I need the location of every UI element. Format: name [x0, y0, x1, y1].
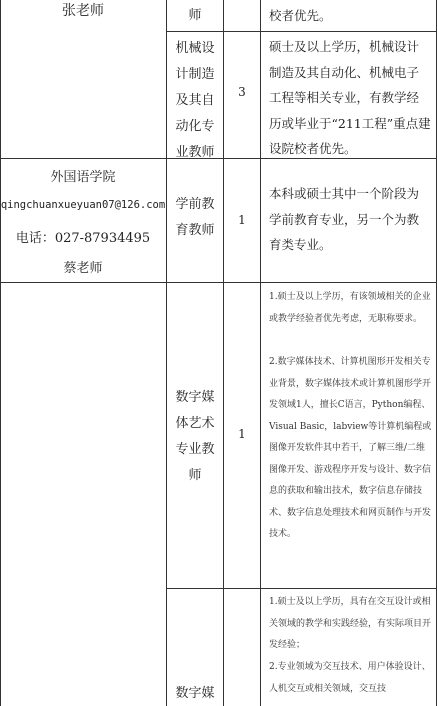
requirement-item: 1.硕士及以上学历，具有在交互设计或相关领域的教学和实践经验，有实际项目开发经验；	[269, 597, 432, 650]
column-divider-2	[223, 0, 224, 706]
row-divider	[166, 588, 437, 589]
requirement-cell: 硕士及以上学历，机械设计制造及其自动化、机械电子工程等相关专业，有教学经历或毕业于“211工程”重点建设院校者优先。	[269, 39, 431, 156]
contact-person: 蔡老师	[63, 261, 103, 276]
position-cell: 学前教育教师	[175, 197, 215, 238]
row-divider	[166, 31, 437, 32]
requirement-cell: 本科或硕士其中一个阶段为学前教育专业，另一个为教育类专业。	[269, 186, 420, 252]
count-cell: 3	[238, 85, 246, 99]
position-cell: 数字媒体艺术专业教师	[175, 390, 215, 483]
position-cell: 师	[188, 8, 202, 23]
row-divider	[0, 282, 437, 283]
contact-person: 张老师	[62, 3, 104, 19]
table-border-left	[0, 0, 1, 706]
contact-phone: 电话：027-87934495	[15, 231, 151, 246]
requirement-item: 2.数字媒体技术、计算机图形开发相关专业背景，数字媒体技术或计算机图形学开发领域1人，擅长C语言，Python编程、Visual Basic，labview等计算机编程或图像开发软件其中若干，了解三维/二维图像开发、游戏程序开发与设计、数字信息的获取和输出技术，数字信息存储技术、数字信息处理技术和网页制作与开发技术。	[269, 357, 432, 539]
requirement-item: 2.专业领域为交互技术、用户体验设计、人机交互或相关领域，交互技	[269, 662, 431, 694]
requirement-cell: 校者优先。	[269, 8, 332, 23]
position-cell: 数字媒	[175, 686, 215, 701]
contact-email[interactable]: qingchuanxueyuan07@126.com	[0, 199, 166, 211]
position-cell: 机械设计制造及其自动化专业教师	[175, 41, 215, 160]
requirement-item: 1.硕士及以上学历，有该领域相关的企业或教学经验者优先考虑，无职称要求。	[269, 292, 431, 324]
count-cell: 1	[238, 213, 246, 227]
college-name: 外国语学院	[50, 170, 116, 185]
count-cell: 1	[238, 427, 246, 441]
